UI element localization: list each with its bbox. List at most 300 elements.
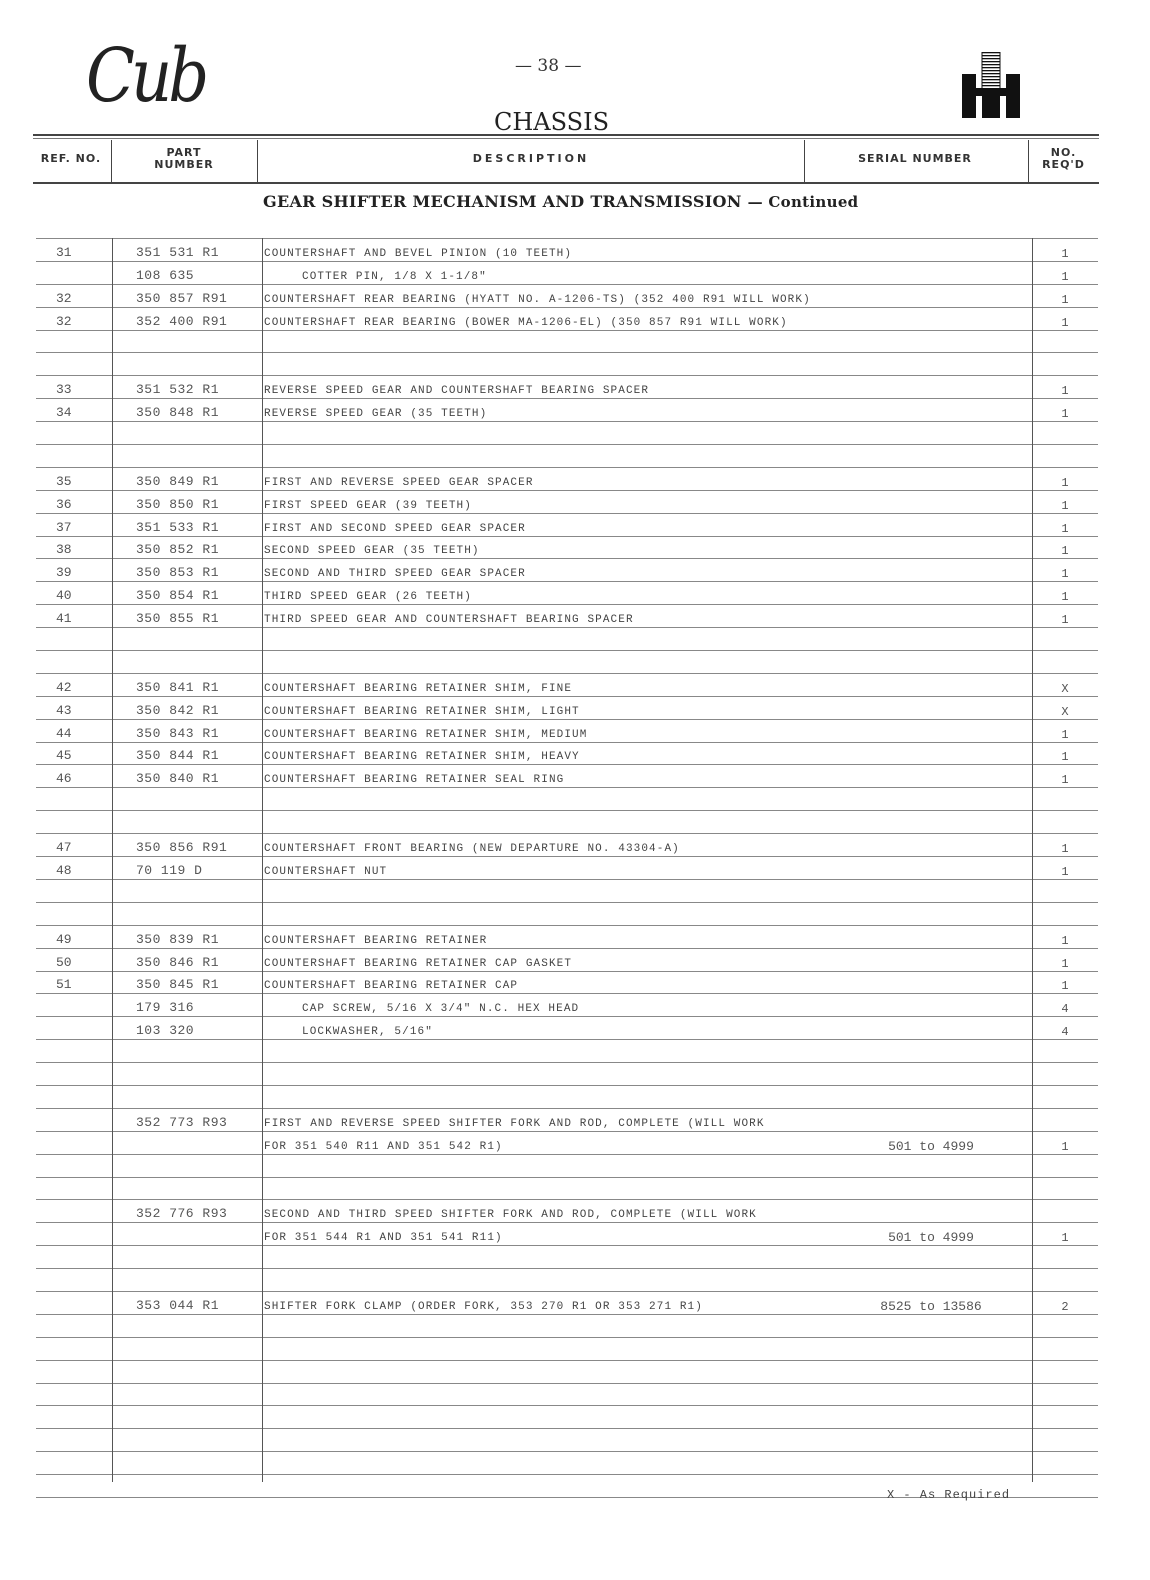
serial-number-cell [832, 514, 1030, 537]
description-cell: THIRD SPEED GEAR AND COUNTERSHAFT BEARING SPACER [264, 614, 634, 627]
part-number-cell: 350 849 R1 [136, 473, 220, 489]
col-description: DESCRIPTION [472, 152, 590, 166]
ref-no-cell [36, 1063, 110, 1085]
qty-cell [1032, 445, 1098, 468]
ref-no-cell [36, 628, 110, 650]
ref-no-cell: 36 [56, 496, 72, 512]
part-number-cell [112, 1361, 260, 1383]
qty-cell [1032, 1338, 1098, 1361]
part-number-cell: 350 855 R1 [136, 611, 220, 627]
description-cell: COUNTERSHAFT AND BEVEL PINION (10 TEETH) [264, 247, 573, 260]
qty-cell [1032, 811, 1098, 834]
serial-number-cell [832, 949, 1030, 972]
ref-no-cell: 50 [56, 954, 72, 970]
qty-cell [1032, 651, 1098, 674]
qty-cell [1032, 1246, 1098, 1269]
qty-cell [1032, 1315, 1098, 1338]
part-number-cell [112, 1040, 260, 1062]
part-number-cell [112, 811, 260, 833]
ref-no-cell: 39 [56, 565, 72, 581]
serial-number-cell [832, 1178, 1030, 1201]
qty-cell [1032, 788, 1098, 811]
ref-no-cell: 34 [56, 405, 72, 421]
table-row [36, 582, 1098, 605]
table-row [36, 331, 1098, 354]
part-number-cell [112, 422, 260, 444]
ref-no-cell [36, 1178, 110, 1200]
ref-no-cell [36, 1246, 110, 1268]
serial-number-cell [832, 1086, 1030, 1109]
table-row [36, 674, 1098, 697]
description-cell [262, 1361, 830, 1383]
ref-no-cell [36, 1292, 110, 1314]
table-row [36, 765, 1098, 788]
qty-cell: 1 [1061, 727, 1069, 742]
ref-no-cell: 45 [56, 748, 72, 764]
description-cell [262, 1384, 830, 1406]
ref-no-cell [36, 262, 110, 284]
serial-number-cell: 501 to 4999 [888, 1138, 974, 1154]
ref-no-cell: 38 [56, 542, 72, 558]
serial-number-cell [832, 788, 1030, 811]
ref-no-cell [36, 1384, 110, 1406]
ref-no-cell [36, 811, 110, 833]
qty-cell: 1 [1061, 773, 1069, 788]
ref-no-cell: 46 [56, 771, 72, 787]
table-row [36, 1223, 1098, 1246]
ref-no-cell [36, 1361, 110, 1383]
qty-cell [1032, 1063, 1098, 1086]
qty-cell [1032, 1269, 1098, 1292]
serial-number-cell [832, 399, 1030, 422]
part-number-cell: 350 845 R1 [136, 977, 220, 993]
description-cell [262, 811, 830, 833]
description-cell: CAP SCREW, 5/16 X 3/4" N.C. HEX HEAD [302, 1003, 580, 1016]
description-cell: SECOND SPEED GEAR (35 TEETH) [264, 545, 480, 558]
table-row [36, 422, 1098, 445]
qty-cell [1032, 1086, 1098, 1109]
table-row [36, 1246, 1098, 1269]
part-number-cell [112, 1452, 260, 1474]
description-cell [262, 1040, 830, 1062]
serial-number-cell [832, 720, 1030, 743]
qty-cell [1032, 331, 1098, 354]
serial-number-cell [832, 972, 1030, 995]
table-row [36, 743, 1098, 766]
serial-number-cell [832, 834, 1030, 857]
table-row [36, 1361, 1098, 1384]
table-row [36, 857, 1098, 880]
part-number-cell: 350 853 R1 [136, 565, 220, 581]
qty-cell [1032, 1452, 1098, 1475]
serial-number-cell [832, 537, 1030, 560]
description-cell: COUNTERSHAFT BEARING RETAINER SHIM, MEDIUM [264, 728, 588, 741]
serial-number-cell [832, 559, 1030, 582]
table-row [36, 1063, 1098, 1086]
qty-cell: 1 [1061, 521, 1069, 536]
description-cell: FIRST AND REVERSE SPEED GEAR SPACER [264, 476, 534, 489]
serial-number-cell [832, 491, 1030, 514]
qty-cell: 1 [1061, 269, 1069, 284]
table-row [36, 537, 1098, 560]
description-cell: FIRST AND REVERSE SPEED SHIFTER FORK AND ROD, COMPLETE (WILL WORK [264, 1117, 765, 1130]
table-row [36, 1109, 1098, 1132]
table-row [36, 1338, 1098, 1361]
table-row [36, 994, 1098, 1017]
table-row [36, 1200, 1098, 1223]
table-row [36, 811, 1098, 834]
table-divider [112, 238, 113, 1482]
ref-no-cell [36, 422, 110, 444]
part-number-cell [112, 353, 260, 375]
table-row [36, 697, 1098, 720]
description-cell: LOCKWASHER, 5/16" [302, 1026, 433, 1039]
part-number-cell [112, 331, 260, 353]
serial-number-cell [832, 1246, 1030, 1269]
description-cell: COUNTERSHAFT BEARING RETAINER SEAL RING [264, 774, 565, 787]
qty-cell: 1 [1061, 384, 1069, 399]
description-cell [262, 1475, 830, 1497]
description-cell [262, 1338, 830, 1360]
table-row [36, 514, 1098, 537]
description-cell: SECOND AND THIRD SPEED GEAR SPACER [264, 568, 526, 581]
ref-no-cell: 47 [56, 840, 72, 856]
serial-number-cell [832, 1109, 1030, 1132]
part-number-cell [112, 628, 260, 650]
part-number-cell: 350 854 R1 [136, 588, 220, 604]
part-number-cell [112, 1429, 260, 1451]
table-row [36, 1017, 1098, 1040]
description-cell: COUNTERSHAFT NUT [264, 865, 388, 878]
part-number-cell: 351 531 R1 [136, 244, 220, 260]
description-cell [262, 353, 830, 375]
qty-cell [1032, 903, 1098, 926]
serial-number-cell [832, 1452, 1030, 1475]
table-divider [262, 238, 263, 1482]
description-cell: FIRST SPEED GEAR (39 TEETH) [264, 499, 472, 512]
part-number-cell: 351 532 R1 [136, 382, 220, 398]
description-cell [262, 788, 830, 810]
table-row [36, 445, 1098, 468]
ref-no-cell: 32 [56, 313, 72, 329]
serial-number-cell [832, 1063, 1030, 1086]
serial-number-cell [832, 445, 1030, 468]
table-row [36, 308, 1098, 331]
qty-cell: 1 [1061, 933, 1069, 948]
ref-no-cell: 35 [56, 473, 72, 489]
part-number-cell [112, 1063, 260, 1085]
description-cell: COUNTERSHAFT BEARING RETAINER SHIM, LIGHT [264, 705, 580, 718]
table-row [36, 926, 1098, 949]
qty-cell: 1 [1061, 544, 1069, 559]
qty-cell [1032, 1040, 1098, 1063]
part-number-cell: 179 316 [136, 1000, 195, 1016]
ref-no-cell [36, 331, 110, 353]
table-row [36, 1132, 1098, 1155]
serial-number-cell [832, 1269, 1030, 1292]
qty-cell: 4 [1061, 1025, 1069, 1040]
qty-cell: 1 [1061, 246, 1069, 261]
description-cell [262, 331, 830, 353]
part-number-cell [112, 1223, 260, 1245]
serial-number-cell [832, 1200, 1030, 1223]
table-row [36, 1269, 1098, 1292]
qty-cell: 1 [1061, 567, 1069, 582]
serial-number-cell [832, 376, 1030, 399]
part-number-cell [112, 880, 260, 902]
part-number-cell: 350 843 R1 [136, 725, 220, 741]
ref-no-cell: 49 [56, 931, 72, 947]
qty-cell: 1 [1061, 292, 1069, 307]
serial-number-cell [832, 674, 1030, 697]
ref-no-cell [36, 788, 110, 810]
qty-cell: 1 [1061, 750, 1069, 765]
serial-number-cell [832, 1429, 1030, 1452]
part-number-cell: 350 856 R91 [136, 840, 228, 856]
serial-number-cell [832, 697, 1030, 720]
table-row [36, 628, 1098, 651]
subsection-title [263, 192, 858, 211]
description-cell [262, 880, 830, 902]
ref-no-cell [36, 1315, 110, 1337]
serial-number-cell [832, 285, 1030, 308]
part-number-cell: 350 848 R1 [136, 405, 220, 421]
part-number-cell [112, 1315, 260, 1337]
part-number-cell: 353 044 R1 [136, 1297, 220, 1313]
description-cell [262, 1452, 830, 1474]
serial-number-cell [832, 1406, 1030, 1429]
serial-number-cell [832, 308, 1030, 331]
serial-number-cell [832, 903, 1030, 926]
ref-no-cell [36, 994, 110, 1016]
description-cell: FIRST AND SECOND SPEED GEAR SPACER [264, 522, 526, 535]
description-cell [262, 1315, 830, 1337]
description-cell: COUNTERSHAFT BEARING RETAINER SHIM, HEAVY [264, 751, 580, 764]
parts-table [36, 238, 1098, 1498]
qty-cell: 2 [1061, 1299, 1069, 1314]
qty-cell: 1 [1061, 1231, 1069, 1246]
qty-cell [1032, 1429, 1098, 1452]
serial-number-cell: 8525 to 13586 [880, 1298, 982, 1314]
serial-number-cell [832, 239, 1030, 262]
serial-number-cell [832, 331, 1030, 354]
ref-no-cell: 44 [56, 725, 72, 741]
description-cell [262, 1269, 830, 1291]
serial-number-cell [832, 353, 1030, 376]
description-cell: COUNTERSHAFT BEARING RETAINER CAP [264, 980, 519, 993]
serial-number-cell [832, 1361, 1030, 1384]
qty-cell [1032, 1109, 1098, 1132]
ref-no-cell: 42 [56, 679, 72, 695]
ref-no-cell [36, 1200, 110, 1222]
part-number-cell: 350 846 R1 [136, 954, 220, 970]
qty-cell: 4 [1061, 1002, 1069, 1017]
part-number-cell: 352 400 R91 [136, 313, 228, 329]
qty-cell [1032, 1200, 1098, 1223]
description-cell: THIRD SPEED GEAR (26 TEETH) [264, 591, 472, 604]
table-row [36, 788, 1098, 811]
table-row [36, 1155, 1098, 1178]
col-serial-number: SERIAL NUMBER [858, 152, 972, 166]
part-number-cell [112, 1155, 260, 1177]
description-cell: REVERSE SPEED GEAR AND COUNTERSHAFT BEARING SPACER [264, 385, 650, 398]
subsection-title-continued: — Continued [747, 193, 859, 211]
ref-no-cell [36, 1269, 110, 1291]
table-row [36, 1292, 1098, 1315]
part-number-cell [112, 1269, 260, 1291]
ref-no-cell [36, 1040, 110, 1062]
ref-no-cell: 31 [56, 244, 72, 260]
table-row [36, 1086, 1098, 1109]
ref-no-cell: 51 [56, 977, 72, 993]
qty-cell: X [1061, 704, 1069, 719]
qty-cell: 1 [1061, 979, 1069, 994]
table-row [36, 605, 1098, 628]
table-row [36, 1406, 1098, 1429]
ref-no-cell [36, 1017, 110, 1039]
part-number-cell: 350 844 R1 [136, 748, 220, 764]
ref-no-cell [36, 353, 110, 375]
qty-cell: 1 [1061, 842, 1069, 857]
serial-number-cell [832, 880, 1030, 903]
ref-no-cell [36, 880, 110, 902]
description-cell: COUNTERSHAFT BEARING RETAINER CAP GASKET [264, 957, 573, 970]
ref-no-cell [36, 1109, 110, 1131]
ref-no-cell [36, 1452, 110, 1474]
description-cell [262, 1155, 830, 1177]
table-row [36, 376, 1098, 399]
ref-no-cell: 43 [56, 702, 72, 718]
qty-cell [1032, 1178, 1098, 1201]
qty-cell [1032, 1155, 1098, 1178]
part-number-cell [112, 1384, 260, 1406]
description-cell [262, 628, 830, 650]
description-cell: SHIFTER FORK CLAMP (ORDER FORK, 353 270 R1 OR 353 271 R1) [264, 1300, 703, 1313]
description-cell: COUNTERSHAFT FRONT BEARING (NEW DEPARTURE NO. 43304-A) [264, 843, 680, 856]
serial-number-cell [832, 1338, 1030, 1361]
part-number-cell [112, 903, 260, 925]
serial-number-cell: 501 to 4999 [888, 1230, 974, 1246]
table-row [36, 262, 1098, 285]
serial-number-cell [832, 994, 1030, 1017]
table-divider [1032, 238, 1033, 1482]
table-row [36, 720, 1098, 743]
ref-no-cell [36, 1475, 110, 1497]
description-cell: COUNTERSHAFT REAR BEARING (BOWER MA-1206-EL) (350 857 R91 WILL WORK) [264, 316, 788, 329]
qty-cell [1032, 628, 1098, 651]
part-number-cell: 103 320 [136, 1023, 195, 1039]
qty-cell: 1 [1061, 498, 1069, 513]
table-row [36, 834, 1098, 857]
table-row [36, 1384, 1098, 1407]
ref-no-cell: 41 [56, 611, 72, 627]
part-number-cell: 70 119 D [136, 862, 203, 878]
serial-number-cell [832, 628, 1030, 651]
serial-number-cell [832, 1315, 1030, 1338]
qty-cell [1032, 880, 1098, 903]
part-number-cell: 351 533 R1 [136, 519, 220, 535]
table-row [36, 285, 1098, 308]
ref-no-cell [36, 445, 110, 467]
table-row [36, 399, 1098, 422]
qty-cell: 1 [1061, 613, 1069, 628]
description-cell [262, 1086, 830, 1108]
part-number-cell [112, 1246, 260, 1268]
description-cell [262, 903, 830, 925]
ref-no-cell [36, 1406, 110, 1428]
ref-no-cell: 33 [56, 382, 72, 398]
table-row [36, 880, 1098, 903]
section-title: CHASSIS [494, 108, 610, 136]
part-number-cell [112, 1086, 260, 1108]
description-cell [262, 1246, 830, 1268]
serial-number-cell [832, 468, 1030, 491]
col-ref-no: REF. NO. [40, 152, 102, 166]
description-cell: COUNTERSHAFT BEARING RETAINER SHIM, FINE [264, 682, 573, 695]
serial-number-cell [832, 1040, 1030, 1063]
ref-no-cell [36, 1155, 110, 1177]
cub-logo: Cub [86, 34, 206, 120]
qty-cell: 1 [1061, 1139, 1069, 1154]
part-number-cell: 108 635 [136, 267, 195, 283]
part-number-cell: 352 773 R93 [136, 1114, 228, 1130]
part-number-cell: 350 839 R1 [136, 931, 220, 947]
part-number-cell: 350 842 R1 [136, 702, 220, 718]
description-cell [262, 1406, 830, 1428]
description-cell [262, 422, 830, 444]
table-row [36, 1452, 1098, 1475]
part-number-cell [112, 651, 260, 673]
ref-no-cell: 48 [56, 862, 72, 878]
part-number-cell: 350 857 R91 [136, 290, 228, 306]
serial-number-cell [832, 857, 1030, 880]
table-row [36, 559, 1098, 582]
part-number-cell: 350 840 R1 [136, 771, 220, 787]
part-number-cell: 350 852 R1 [136, 542, 220, 558]
qty-cell [1032, 1406, 1098, 1429]
serial-number-cell [832, 926, 1030, 949]
table-row [36, 1315, 1098, 1338]
serial-number-cell [832, 651, 1030, 674]
part-number-cell: 350 850 R1 [136, 496, 220, 512]
part-number-cell [112, 1338, 260, 1360]
ref-no-cell: 40 [56, 588, 72, 604]
table-row [36, 972, 1098, 995]
qty-cell [1032, 1475, 1098, 1498]
qty-cell: 1 [1061, 590, 1069, 605]
ref-no-cell [36, 651, 110, 673]
part-number-cell [112, 788, 260, 810]
part-number-cell: 350 841 R1 [136, 679, 220, 695]
serial-number-cell [832, 422, 1030, 445]
description-cell: REVERSE SPEED GEAR (35 TEETH) [264, 408, 488, 421]
part-number-cell [112, 1132, 260, 1154]
ref-no-cell [36, 1223, 110, 1245]
description-cell: SECOND AND THIRD SPEED SHIFTER FORK AND ROD, COMPLETE (WILL WORK [264, 1209, 757, 1222]
serial-number-cell [832, 582, 1030, 605]
description-cell [262, 1178, 830, 1200]
description-cell: COUNTERSHAFT REAR BEARING (HYATT NO. A-1206-TS) (352 400 R91 WILL WORK) [264, 293, 811, 306]
description-cell [262, 1063, 830, 1085]
table-row [36, 1429, 1098, 1452]
description-cell: COTTER PIN, 1/8 X 1-1/8" [302, 270, 487, 283]
qty-cell [1032, 353, 1098, 376]
table-row [36, 651, 1098, 674]
qty-cell [1032, 422, 1098, 445]
qty-cell: 1 [1061, 315, 1069, 330]
ref-no-cell [36, 903, 110, 925]
description-cell [262, 1429, 830, 1451]
